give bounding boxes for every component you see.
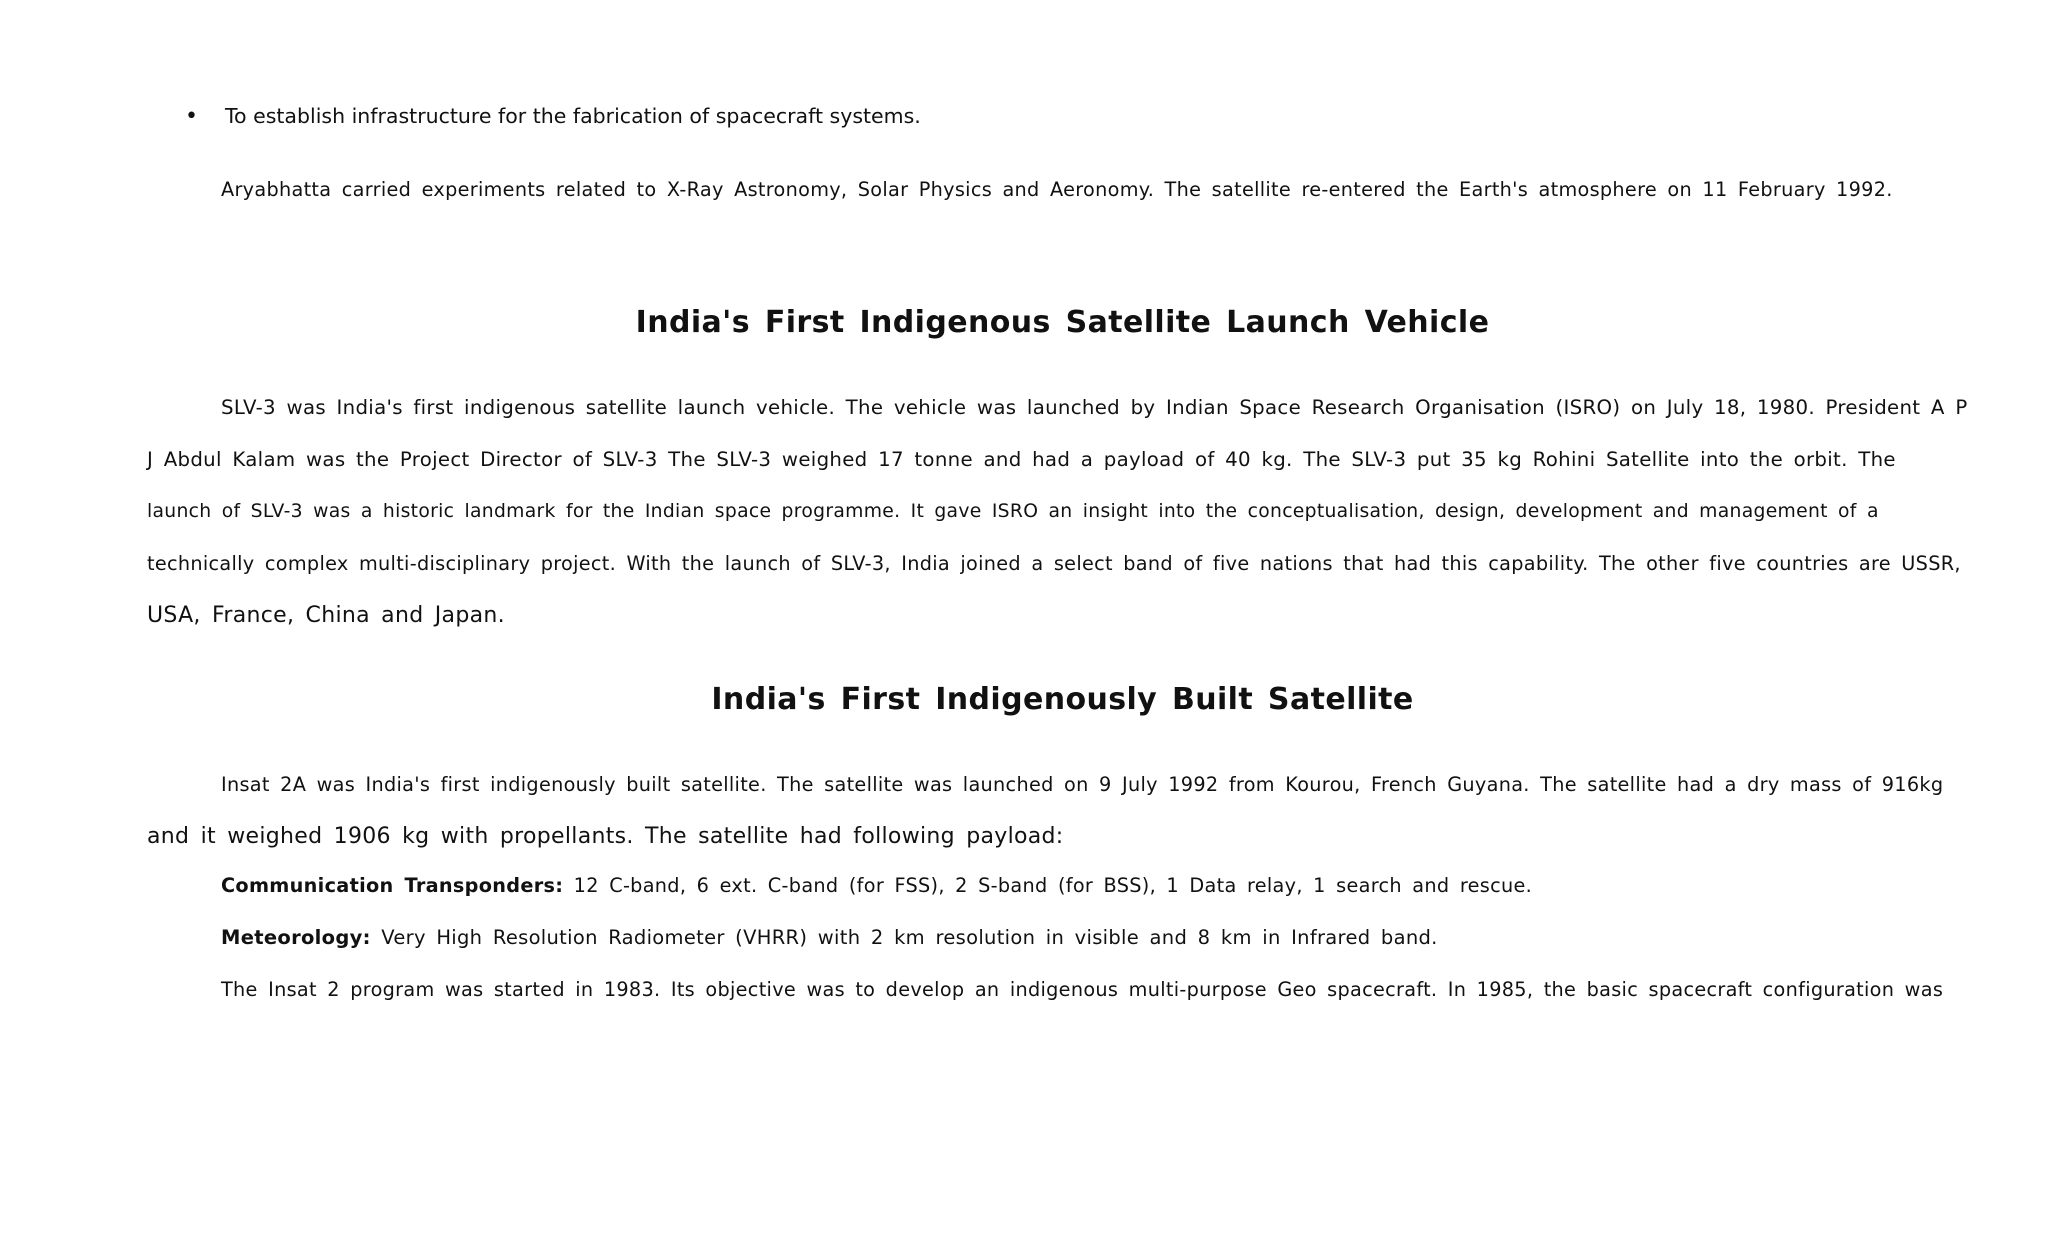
insat2-program-line: The Insat 2 program was started in 1983. Its objective was to develop an indigenous multi-purpose Geo spacecraft. In 1985, the basic spacecraft configuration was — [221, 978, 1944, 1001]
bullet-dot-icon: • — [185, 104, 198, 129]
section1-line-2: J Abdul Kalam was the Project Director of SLV-3 The SLV-3 weighed 17 tonne and had a payload of 40 kg. The SLV-3 put 35 kg Rohini Satellite into the orbit. The — [147, 448, 1896, 471]
section2-paragraph — [147, 759, 1943, 863]
aryabhatta-paragraph: Aryabhatta carried experiments related to X-Ray Astronomy, Solar Physics and Aeronomy. The satellite re-entered the Earth's atmosphere on 11 February 1992. — [221, 178, 1893, 201]
bullet-text: To establish infrastructure for the fabrication of spacecraft systems. — [225, 104, 921, 128]
communication-transponders-text: 12 C-band, 6 ext. C-band (for FSS), 2 S-band (for BSS), 1 Data relay, 1 search and rescue. — [563, 874, 1533, 897]
communication-transponders-item — [221, 870, 1532, 902]
section2-line-2: and it weighed 1906 kg with propellants. The satellite had following payload: — [147, 824, 1064, 849]
communication-transponders-label: Communication Transponders: — [221, 874, 564, 897]
section2-heading: India's First Indigenously Built Satellite — [711, 682, 1414, 717]
meteorology-text: Very High Resolution Radiometer (VHRR) with 2 km resolution in visible and 8 km in Infrared band. — [370, 926, 1438, 949]
section1-line-3: launch of SLV-3 was a historic landmark for the Indian space programme. It gave ISRO an insight into the conceptualisation, design, development and management of a — [147, 501, 1879, 522]
section1-line-5: USA, France, China and Japan. — [147, 603, 505, 628]
section1-line-4: technically complex multi-disciplinary project. With the launch of SLV-3, India joined a select band of five nations that had this capability. The other five countries are USSR, — [147, 552, 1961, 575]
section2-line-1: Insat 2A was India's first indigenously built satellite. The satellite was launched on 9 July 1992 from Kourou, French Guyana. The satellite had a dry mass of 916kg — [221, 773, 1944, 796]
section1-heading: India's First Indigenous Satellite Launch Vehicle — [635, 305, 1490, 340]
section1-paragraph — [147, 382, 1968, 642]
bullet-item — [185, 100, 921, 133]
meteorology-label: Meteorology: — [221, 926, 371, 949]
meteorology-item — [221, 922, 1438, 954]
section1-line-1: SLV-3 was India's first indigenous satellite launch vehicle. The vehicle was launched by Indian Space Research Organisation (ISRO) on July 18, 1980. President A P — [221, 396, 1968, 419]
